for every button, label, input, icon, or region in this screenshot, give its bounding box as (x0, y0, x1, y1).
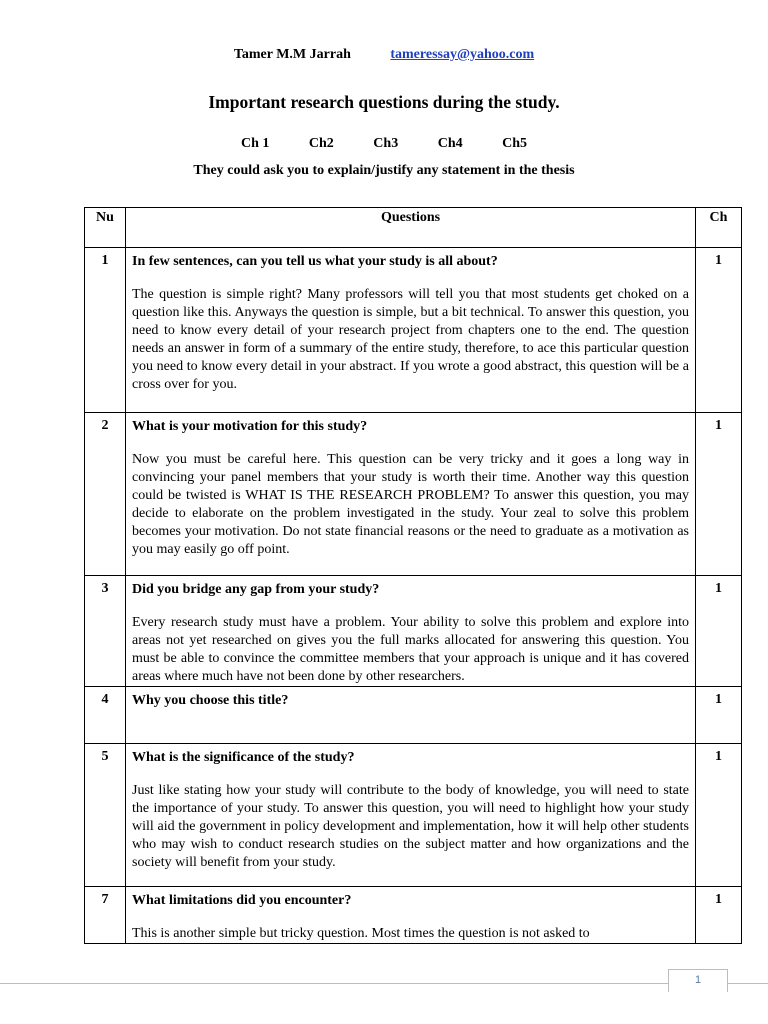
row-chapter: 1 (696, 413, 742, 576)
question-answer: This is another simple but tricky question. Most times the question is not asked to (132, 926, 590, 941)
table-row (85, 687, 742, 744)
header-questions: Questions (126, 208, 696, 248)
question-cell (126, 687, 696, 744)
question-title: Did you bridge any gap from your study? (132, 582, 380, 597)
row-number: 1 (85, 248, 126, 413)
row-chapter: 1 (696, 687, 742, 744)
footer-divider (0, 983, 768, 984)
question-cell (126, 744, 696, 887)
table-header-row (85, 208, 742, 248)
table-row (85, 413, 742, 576)
question-answer: The question is simple right? Many professors will tell you that most students get choked on a question like this. Anyways the question is simple, but a bit technical. To answer this question, you need to know every detail of your research project from chapters one to the end. The question needs an answer in form of a summary of the entire study, therefore, to ace this particular question you need to know every detail in your abstract. If you wrote a good abstract, this question will be a cross over for you. (132, 287, 689, 392)
question-cell (126, 887, 696, 944)
question-title: In few sentences, can you tell us what your study is all about? (132, 254, 498, 269)
author-line (0, 47, 768, 63)
table-row (85, 248, 742, 413)
question-cell (126, 576, 696, 687)
chapter-label: Ch4 (437, 136, 463, 151)
chapter-label: Ch2 (308, 136, 334, 151)
question-cell (126, 248, 696, 413)
table-row (85, 744, 742, 887)
question-cell (126, 413, 696, 576)
row-number: 4 (85, 687, 126, 744)
row-chapter: 1 (696, 887, 742, 944)
author-name: Tamer M.M Jarrah (233, 47, 351, 62)
chapter-label: Ch5 (502, 136, 528, 151)
chapter-list (0, 136, 768, 152)
chapter-label: Ch 1 (240, 136, 270, 151)
question-answer: Just like stating how your study will contribute to the body of knowledge, you will need to state the importance of your study. To answer this question, you will need to highlight how your study will aid the government in policy development and implementation, how it will help other students who may wish to conduct research studies on the subject matter and how organizations and the society will benefit from your study. (132, 783, 689, 870)
question-title: What is your motivation for this study? (132, 419, 368, 434)
row-chapter: 1 (696, 744, 742, 887)
row-number: 5 (85, 744, 126, 887)
author-email-link[interactable]: tameressay@yahoo.com (390, 47, 535, 62)
question-answer: Now you must be careful here. This question can be very tricky and it goes a long way in convincing your panel members that your study is worth their time. Another way this question could be twisted is WHAT IS THE RESEARCH PROBLEM? To answer this question, you may decide to elaborate on the problem investigated in the study. Your zeal to solve this problem becomes your motivation. Do not state financial reasons or the need to graduate as a motivation as you may easily go off point. (132, 452, 689, 557)
document-title: Important research questions during the study. (208, 92, 560, 112)
question-title: Why you choose this title? (132, 693, 289, 708)
row-chapter: 1 (696, 248, 742, 413)
page-number: 1 (668, 969, 728, 992)
row-number: 7 (85, 887, 126, 944)
header-ch: Ch (696, 208, 742, 248)
questions-table (84, 207, 742, 944)
question-answer: Every research study must have a problem. Your ability to solve this problem and explore into areas not yet researched on gives you the full marks allocated for answering this question. You must be able to convince the committee members that your approach is unique and it has covered areas where much have not been done by other researchers. (132, 615, 689, 684)
row-chapter: 1 (696, 576, 742, 687)
table-row (85, 576, 742, 687)
question-title: What limitations did you encounter? (132, 893, 352, 908)
header-nu: Nu (85, 208, 126, 248)
question-title: What is the significance of the study? (132, 750, 355, 765)
table-row (85, 887, 742, 944)
row-number: 2 (85, 413, 126, 576)
row-number: 3 (85, 576, 126, 687)
chapter-label: Ch3 (373, 136, 399, 151)
document-subtitle: They could ask you to explain/justify any statement in the thesis (193, 163, 575, 178)
